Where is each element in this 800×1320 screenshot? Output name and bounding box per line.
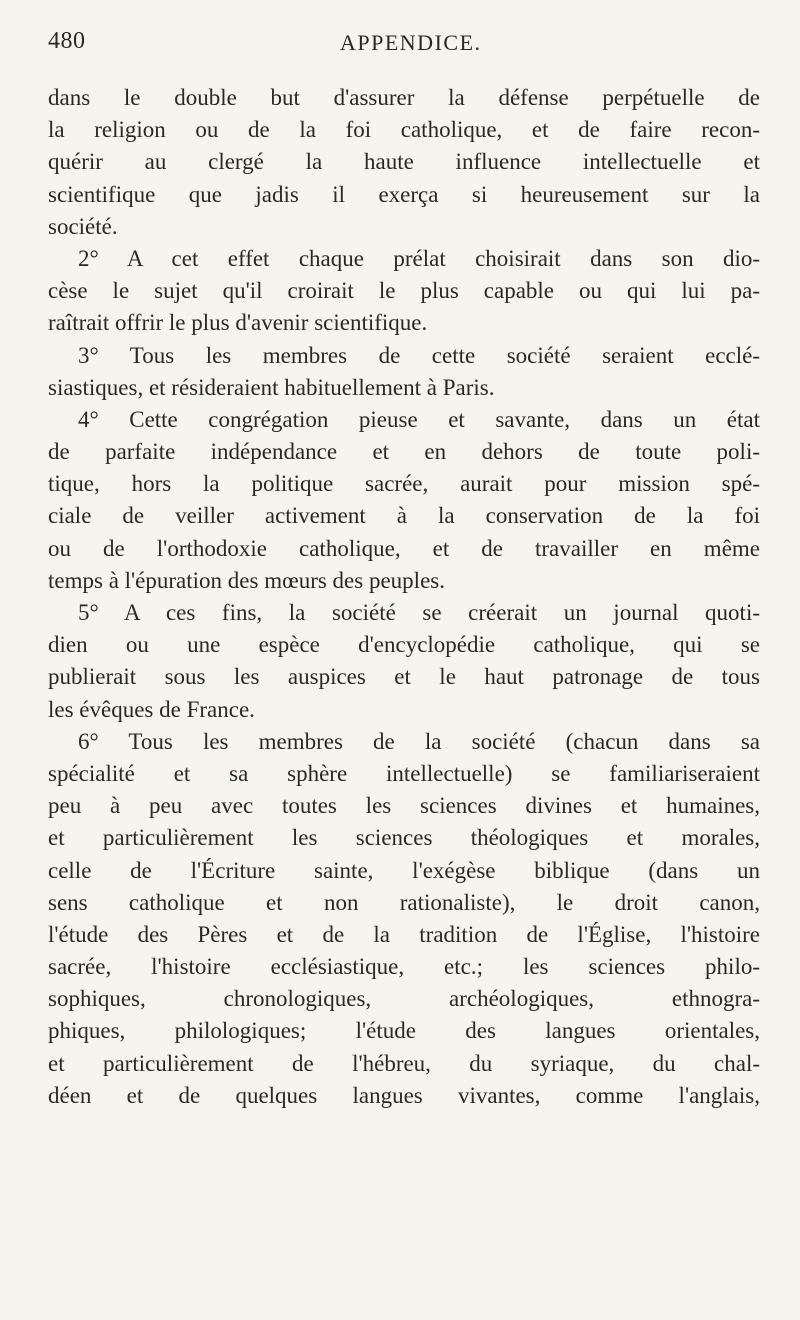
text-line: ou de l'orthodoxie catholique, et de travailler en même <box>48 535 760 561</box>
text-line: 4° Cette congrégation pieuse et savante, dans un état <box>78 406 760 432</box>
text-line: temps à l'épuration des mœurs des peuples. <box>48 567 445 593</box>
text-line: société. <box>48 213 118 239</box>
text-line: scientifique que jadis il exerça si heureusement sur la <box>48 181 760 207</box>
text-line: sophiques, chronologiques, archéologiques, ethnogra- <box>48 986 760 1012</box>
text-line: dans le double but d'assurer la défense perpétuelle de <box>48 85 760 110</box>
text-line: 5° A ces fins, la société se créerait un journal quoti- <box>78 600 760 625</box>
text-line: l'étude des Pères et de la tradition de l'Église, l'histoire <box>48 921 760 947</box>
text-line: 2° A cet effet chaque prélat choisirait dans son dio- <box>78 245 760 271</box>
text-line: tique, hors la politique sacrée, aurait pour mission spé- <box>48 471 760 497</box>
text-line: quérir au clergé la haute influence intellectuelle et <box>48 149 760 175</box>
text-line: 6° Tous les membres de la société (chacun dans sa <box>78 728 760 754</box>
text-line: siastiques, et résideraient habituellement à Paris. <box>48 374 495 400</box>
running-title: APPENDICE. <box>340 30 482 55</box>
text-line: dien ou une espèce d'encyclopédie catholique, qui se <box>48 632 760 658</box>
text-line: et particulièrement de l'hébreu, du syriaque, du chal- <box>48 1050 760 1076</box>
text-line: publierait sous les auspices et le haut patronage de tous <box>48 664 760 690</box>
text-line: déen et de quelques langues vivantes, comme l'anglais, <box>48 1082 760 1108</box>
page-number: 480 <box>48 28 86 54</box>
text-line: celle de l'Écriture sainte, l'exégèse biblique (dans un <box>48 857 760 883</box>
text-line: sens catholique et non rationaliste), le droit canon, <box>48 889 760 915</box>
text-line: sacrée, l'histoire ecclésiastique, etc.; les sciences philo- <box>48 954 760 980</box>
running-head <box>48 28 758 60</box>
text-line: de parfaite indépendance et en dehors de toute poli- <box>48 439 760 465</box>
text-line: les évêques de France. <box>48 696 255 722</box>
text-line: et particulièrement les sciences théologiques et morales, <box>48 825 760 851</box>
text-line: peu à peu avec toutes les sciences divines et humaines, <box>48 793 760 819</box>
body-text <box>48 82 760 1112</box>
text-line: la religion ou de la foi catholique, et de faire recon- <box>48 117 760 143</box>
text-line: ciale de veiller activement à la conservation de la foi <box>48 503 760 529</box>
text-line: cèse le sujet qu'il croirait le plus capable ou qui lui pa- <box>48 278 760 304</box>
text-line: raîtrait offrir le plus d'avenir scientifique. <box>48 310 428 336</box>
text-line: spécialité et sa sphère intellectuelle) se familiariseraient <box>48 760 760 786</box>
text-line: phiques, philologiques; l'étude des langues orientales, <box>48 1018 760 1044</box>
text-line: 3° Tous les membres de cette société seraient ecclé- <box>78 342 760 368</box>
